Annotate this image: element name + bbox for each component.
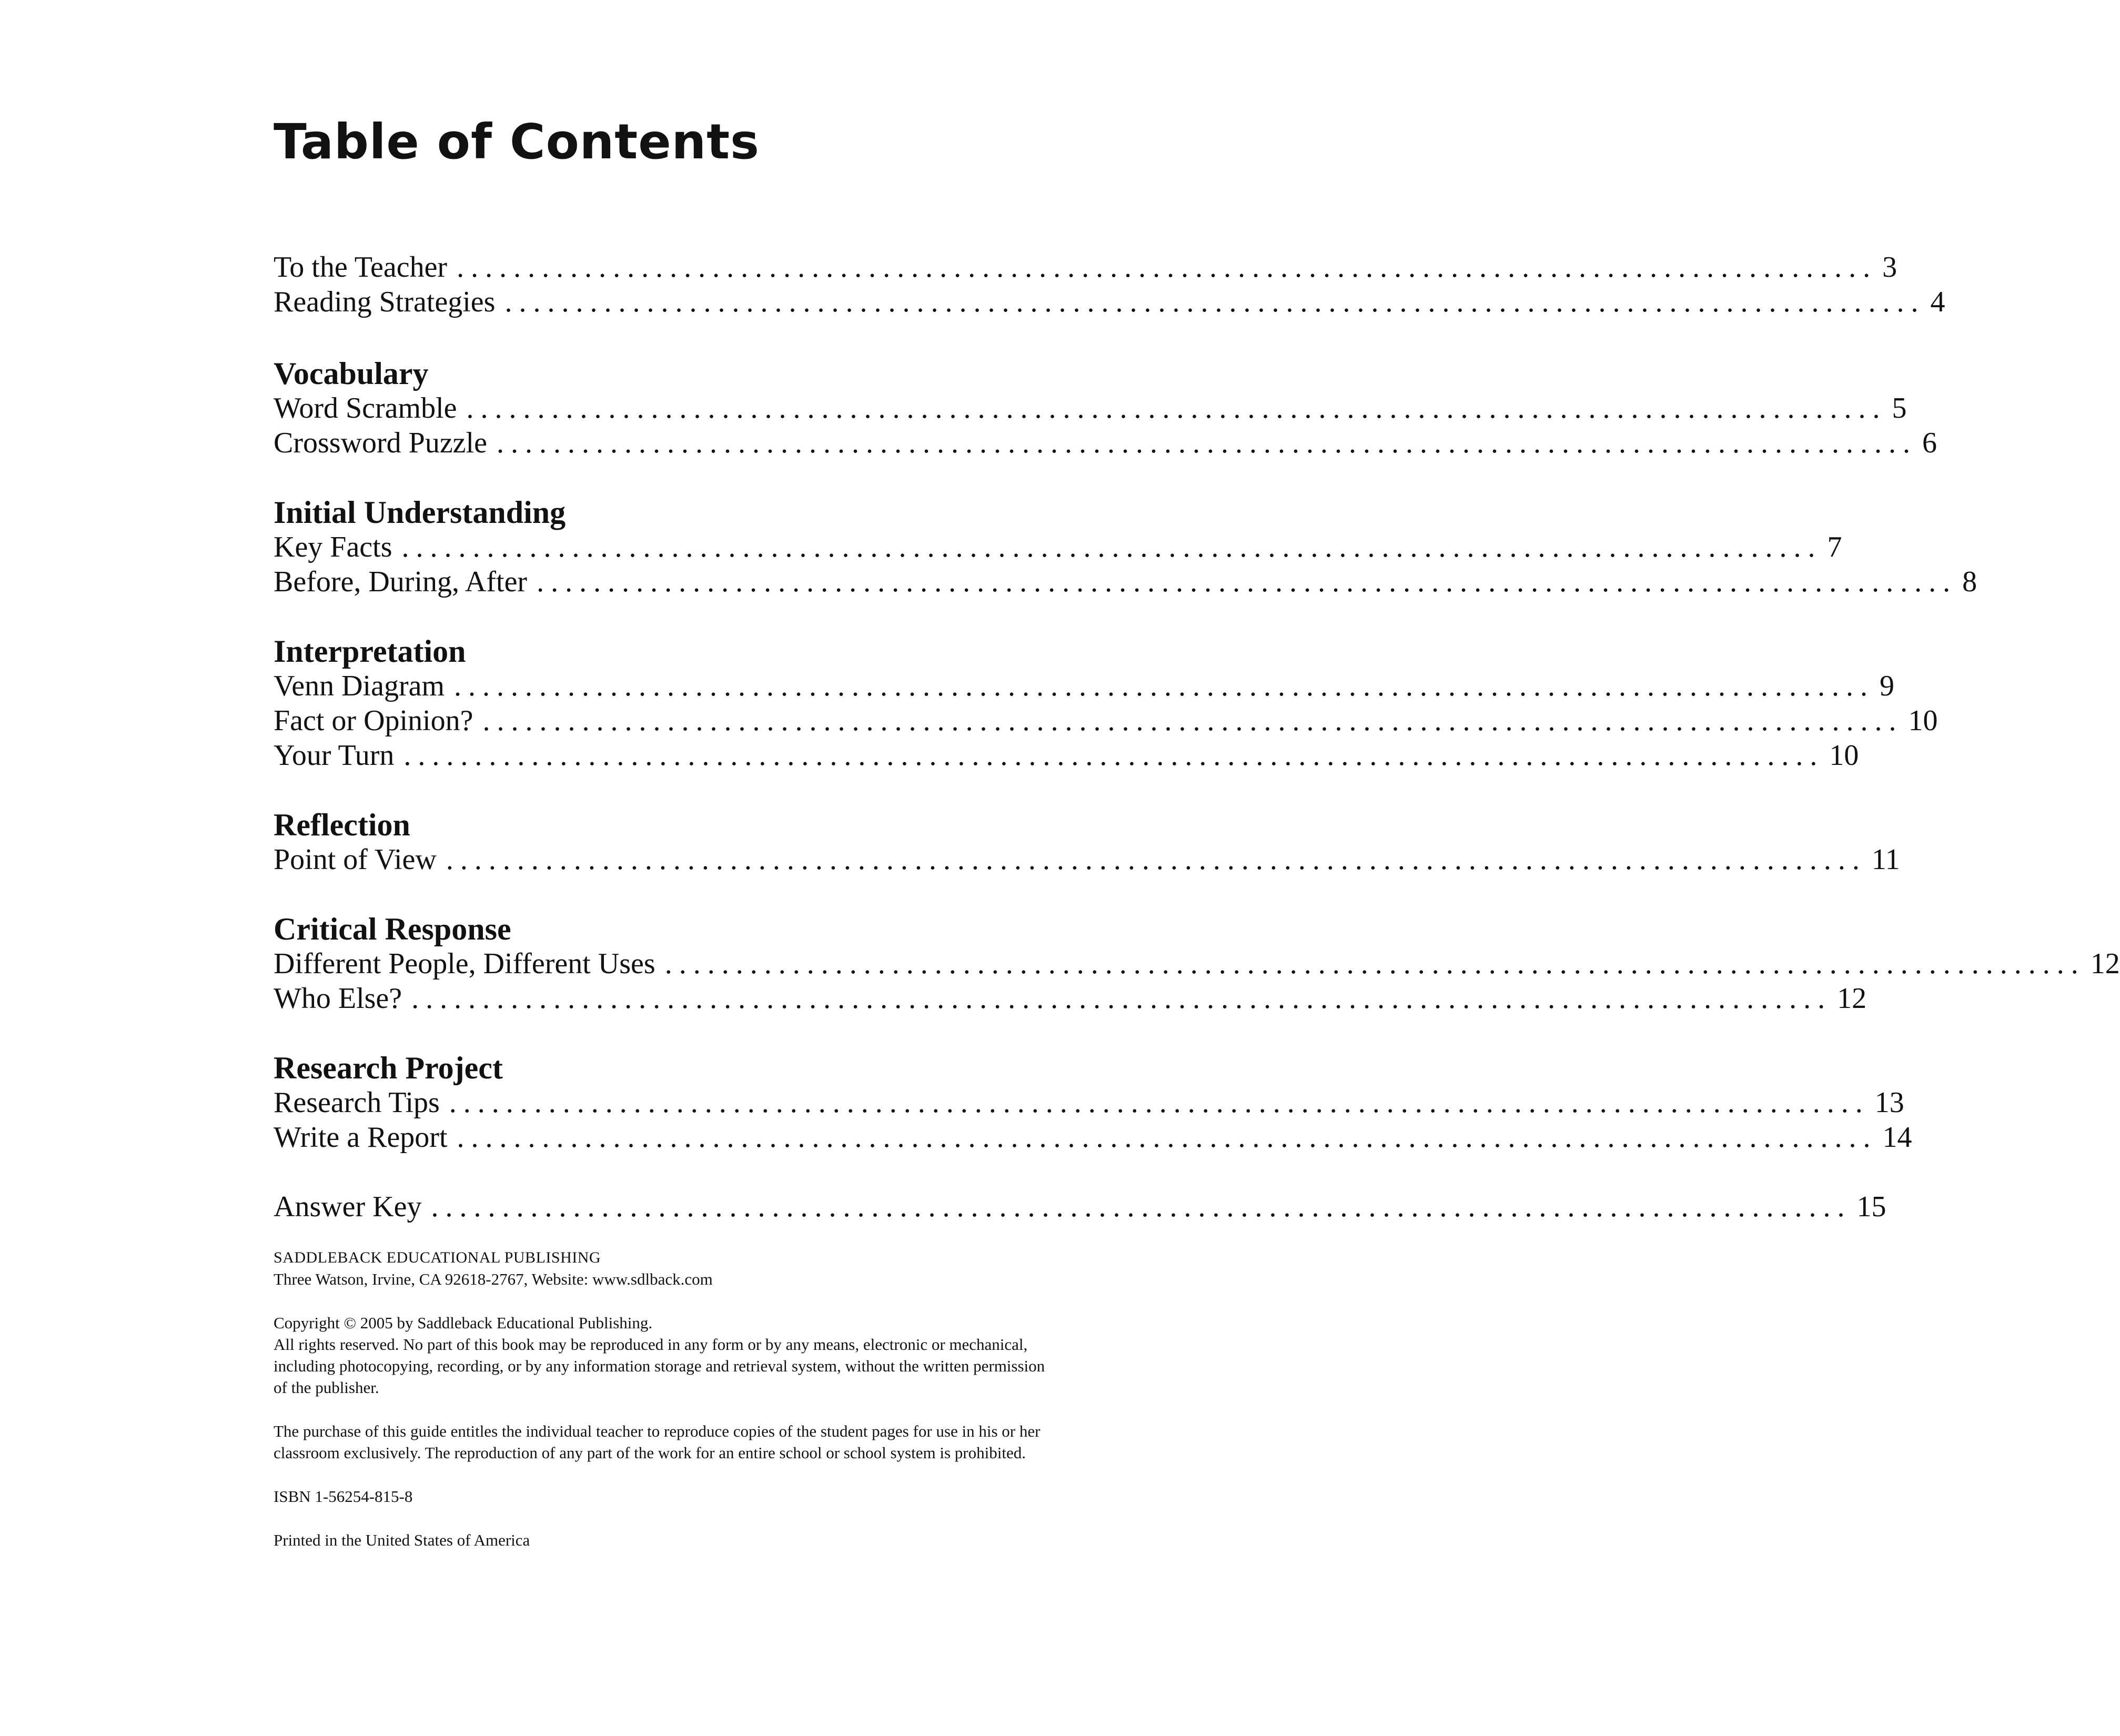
dot-leader: ....................................................................................................	[411, 982, 1832, 1015]
entry-label: Before, During, After	[274, 566, 528, 598]
entry-label: Research Tips	[274, 1086, 440, 1119]
toc-entry[interactable]	[274, 1085, 1904, 1120]
toc-entry[interactable]	[274, 703, 1938, 738]
toc-entry[interactable]	[274, 530, 1842, 564]
entry-page-number: 12	[2090, 947, 2120, 980]
rights-statement: All rights reserved. No part of this book may be reproduced in any form or by any means, electronic or mechanical, including photocopying, recording, or by any information storage and retrieval system, without the written permission of the publisher.	[274, 1335, 1045, 1397]
section-heading: Critical Response	[274, 912, 511, 946]
intro-group	[274, 250, 1945, 319]
toc-entry[interactable]	[274, 669, 1895, 703]
entry-page-number: 14	[1882, 1121, 1912, 1154]
toc-entry[interactable]	[274, 285, 1945, 319]
dot-leader: ....................................................................................................	[664, 947, 2085, 980]
toc-entry[interactable]	[274, 946, 2120, 981]
dot-leader: ....................................................................................................	[466, 392, 1887, 425]
toc-entry[interactable]	[274, 738, 1859, 773]
entry-label: Venn Diagram	[274, 670, 445, 702]
entry-label: To the Teacher	[274, 251, 448, 284]
toc-entry[interactable]	[274, 981, 1867, 1016]
copyright-imprint	[274, 1247, 1052, 1551]
entry-label: Crossword Puzzle	[274, 427, 487, 459]
section-vocabulary	[274, 356, 1937, 460]
entry-page-number: 10	[1908, 704, 1938, 737]
entry-page-number: 9	[1880, 670, 1895, 702]
copyright-line: Copyright © 2005 by Saddleback Educational Publishing.	[274, 1314, 653, 1332]
dot-leader: ....................................................................................................	[431, 1190, 1852, 1223]
entry-page-number: 12	[1837, 982, 1867, 1015]
section-heading: Research Project	[274, 1051, 503, 1085]
entry-page-number: 4	[1930, 286, 1945, 318]
entry-page-number: 15	[1856, 1190, 1886, 1223]
entry-page-number: 7	[1827, 531, 1842, 563]
section-research-project	[274, 1051, 1912, 1155]
page-title: Table of Contents	[274, 114, 760, 170]
toc-page	[274, 0, 2120, 1224]
entry-label: Reading Strategies	[274, 286, 496, 318]
isbn: ISBN 1-56254-815-8	[274, 1487, 413, 1506]
section-reflection	[274, 808, 1900, 877]
table-of-contents	[274, 250, 2120, 1224]
dot-leader: ....................................................................................................	[454, 670, 1875, 702]
publisher-name: SADDLEBACK EDUCATIONAL PUBLISHING	[274, 1249, 601, 1266]
section-initial-understanding	[274, 495, 1977, 599]
entry-label: Answer Key	[274, 1190, 422, 1223]
dot-leader: ....................................................................................................	[449, 1086, 1870, 1119]
publisher-address: Three Watson, Irvine, CA 92618-2767, Website: www.sdlback.com	[274, 1270, 713, 1288]
dot-leader: ....................................................................................................	[457, 1121, 1877, 1154]
entry-label: Point of View	[274, 843, 437, 876]
purchase-note: The purchase of this guide entitles the individual teacher to reproduce copies of the student pages for use in his or her classroom exclusively. The reproduction of any part of the work for an entire school or school system is prohibited.	[274, 1422, 1041, 1462]
entry-label: Different People, Different Uses	[274, 947, 655, 980]
dot-leader: ....................................................................................................	[401, 531, 1822, 563]
section-heading: Vocabulary	[274, 356, 429, 391]
printed-in: Printed in the United States of America	[274, 1531, 530, 1549]
section-heading: Interpretation	[274, 634, 466, 669]
toc-entry[interactable]	[274, 250, 1897, 285]
entry-label: Who Else?	[274, 982, 402, 1015]
entry-label: Word Scramble	[274, 392, 457, 425]
dot-leader: ....................................................................................................	[403, 739, 1824, 772]
dot-leader: ....................................................................................................	[457, 251, 1877, 284]
toc-entry[interactable]	[274, 391, 1907, 426]
toc-entry[interactable]	[274, 1120, 1912, 1155]
toc-entry[interactable]	[274, 426, 1937, 460]
entry-label: Write a Report	[274, 1121, 448, 1154]
section-critical-response	[274, 912, 2120, 1016]
entry-page-number: 10	[1829, 739, 1859, 772]
toc-entry[interactable]	[274, 842, 1900, 877]
section-interpretation	[274, 634, 1938, 773]
section-heading: Reflection	[274, 808, 410, 842]
entry-page-number: 3	[1882, 251, 1897, 284]
dot-leader: ....................................................................................................	[446, 843, 1866, 876]
entry-page-number: 8	[1962, 566, 1977, 598]
entry-page-number: 11	[1871, 843, 1900, 876]
dot-leader: ....................................................................................................	[537, 566, 1957, 598]
toc-entry[interactable]	[274, 564, 1977, 599]
dot-leader: ....................................................................................................	[496, 427, 1917, 459]
section-heading: Initial Understanding	[274, 495, 566, 530]
entry-page-number: 5	[1892, 392, 1907, 425]
toc-entry-answer-key[interactable]	[274, 1189, 1886, 1224]
entry-page-number: 13	[1874, 1086, 1904, 1119]
dot-leader: ....................................................................................................	[482, 704, 1903, 737]
entry-label: Key Facts	[274, 531, 392, 563]
entry-label: Fact or Opinion?	[274, 704, 473, 737]
dot-leader: ....................................................................................................	[504, 286, 1925, 318]
entry-page-number: 6	[1922, 427, 1937, 459]
entry-label: Your Turn	[274, 739, 395, 772]
